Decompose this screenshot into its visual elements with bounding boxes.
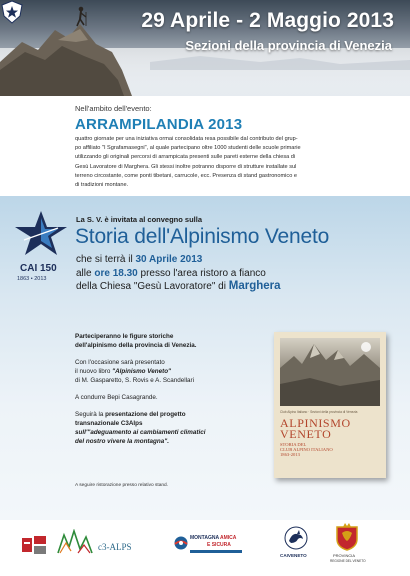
cai-badge-icon: [0, 0, 24, 24]
book-title: [280, 418, 382, 439]
event-name: ARRAMPILANDIA 2013: [75, 116, 243, 133]
book-subtitle-line: STORIA DEL: [280, 442, 307, 447]
book-title-line: VENETO: [280, 426, 332, 441]
program-line: transnazionale C3Alps: [75, 420, 143, 427]
program-paragraph: [75, 393, 261, 402]
climber-figure: [77, 7, 86, 26]
provincia-coat-of-arms-icon: [334, 523, 360, 551]
conference-details: [76, 253, 406, 294]
book-title-mention: "Alpinismo Veneto": [112, 368, 172, 375]
event-description-line: di tradizioni montane.: [75, 182, 129, 189]
program-line: sull'"adeguamento ai cambiamenti climatici: [75, 429, 206, 436]
event-description-line: terreno circostante, come ponti tibetani, carrucole, ecc. Presenza di stand gastronomico e: [75, 172, 297, 179]
event-description-line: po affiliato "I Sgrafamasegni", al quale partecipano oltre 1000 studenti delle scuole primarie: [75, 145, 301, 152]
detail-text: della Chiesa "Gesù Lavoratore" di: [76, 281, 229, 292]
detail-line-date: [76, 253, 406, 267]
regione-label: REGIONE DEL VENETO: [330, 559, 366, 563]
cai-veneto-label: CAIVENETO: [280, 553, 307, 558]
program-paragraph: [75, 410, 261, 446]
montagna-label: MONTAGNA: [190, 535, 220, 541]
event-description-line: utilizzando gli originali percorsi di arrampicata presenti sulle pareti esterne della chiesa di: [75, 154, 296, 161]
event-description-line: Gesù Lavoratore di Marghera. Gli stessi inoltre potranno disporre di strutture installate sul: [75, 163, 297, 170]
conference-time: ore 18.30: [94, 267, 138, 279]
provincia-label: PROVINCIA: [333, 553, 356, 558]
detail-text: che si terrà il: [76, 254, 136, 265]
sponsor-logos: [0, 520, 410, 576]
detail-line-place: [76, 280, 406, 294]
event-description: [75, 135, 393, 190]
sicura-label: E SICURA: [207, 542, 231, 548]
program-line: dell'alpinismo della provincia di Venezia.: [75, 342, 197, 349]
montagna-underline: [190, 550, 242, 553]
amica-label: AMICA: [220, 535, 237, 541]
program-paragraph: [75, 332, 261, 350]
book-publisher-strip: Club Alpino Italiano · Sezioni della provincia di Venezia: [280, 410, 358, 414]
program-line: Con l'occasione sarà presentato: [75, 359, 165, 366]
red-shield-logo-icon: [22, 536, 46, 554]
event-section: [0, 96, 410, 196]
conference-panel: [0, 196, 410, 576]
book-title-line: ALPINISMO: [280, 416, 351, 430]
conference-place: Marghera: [228, 280, 281, 292]
program-paragraph: [75, 358, 261, 385]
detail-text: presso l'area ristoro a fianco: [137, 267, 266, 279]
cai-150-logo: CAI 150: [20, 263, 57, 274]
c3-alps-label: c3-ALPS: [98, 542, 132, 552]
program-line: il nuovo libro: [75, 368, 113, 375]
header-subtitle: Sezioni della provincia di Venezia: [185, 38, 392, 53]
mountain-photo-illustration: [280, 338, 380, 406]
program-text: [75, 332, 261, 454]
invitation-text: La S. V. è invitata al convegno sulla: [76, 215, 203, 224]
header-photo: [0, 0, 410, 96]
cai-veneto-lion-icon: [283, 526, 309, 550]
c3-alps-mountains-icon: [56, 529, 102, 555]
book-subtitle-line: 1863-2013: [280, 452, 300, 458]
book-subtitle: [280, 442, 382, 458]
event-description-line: quattro giornate per una iniziativa ormai consolidata resa possibile dal contributo del grup-: [75, 136, 298, 142]
program-line: presentazione del progetto: [105, 411, 186, 418]
program-line: del nostro vivere la montagna".: [75, 438, 169, 445]
event-dates: 29 Aprile - 2 Maggio 2013: [141, 9, 394, 32]
program-line: Parteciperanno le figure storiche: [75, 333, 174, 340]
program-line: di M. Gasparetto, S. Rovis e A. Scandellari: [75, 377, 194, 384]
book-cover: [274, 332, 386, 478]
conference-title: Storia dell'Alpinismo Veneto: [75, 225, 330, 248]
program-line: A condurre Bepi Casagrande.: [75, 394, 158, 401]
book-subtitle-line: CLUB ALPINO ITALIANO: [280, 447, 333, 453]
event-intro: Nell'ambito dell'evento:: [75, 104, 152, 113]
detail-line-time: [76, 267, 406, 281]
conference-date: 30 Aprile 2013: [135, 254, 203, 265]
montagna-amica-globe-icon: [174, 536, 188, 550]
program-line: Seguirà la: [75, 411, 106, 418]
cai-star-icon: [14, 210, 68, 256]
catering-note: A seguire ristorazione presso relativo stand.: [75, 483, 169, 488]
cai-years: 1863 • 2013: [17, 276, 47, 282]
detail-text: alle: [76, 267, 95, 279]
book-cover-photo: [280, 338, 380, 406]
